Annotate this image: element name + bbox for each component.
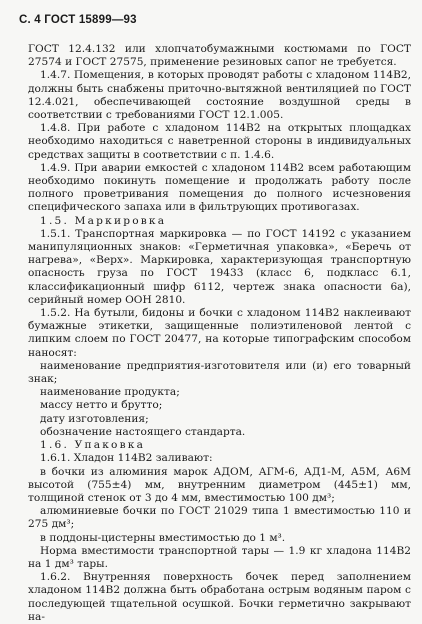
paragraph-1-5-2: 1.5.2. На бутыли, бидоны и бочки с хладоном 114В2 наклеивают бумажные этикетки, защищенные полиэтиленовой лентой с липким слоем по ГОСТ 20477, на которые типографским способом наносят: <box>28 307 411 359</box>
paragraph-capacity-norm: Норма вместимости транспортной тары — 1.9 кг хладона 114В2 на 1 дм³ тары. <box>28 544 411 570</box>
paragraph-1-4-7: 1.4.7. Помещения, в которых проводят работы с хладоном 114В2, должны быть снабжены приточно-вытяжной вентиляцией по ГОСТ 12.4.021, обеспечивающей состояние воздушной среды в соответствии с требованиями ГОСТ 12.1.005. <box>28 69 411 122</box>
list-item-date: дату изготовления; <box>40 412 149 425</box>
list-item-mass: массу нетто и брутто; <box>40 399 163 412</box>
list-item-aluminium-barrels: в бочки из алюминия марок АДОМ, АГМ-6, АД1-М, А5М, А6М высотой (755±4) мм, внутренним диаметром (445±1) мм, толщиной стенок от 3 до 4 мм, вместимостью 100 дм³; <box>28 465 411 504</box>
paragraph-1-4-9: 1.4.9. При аварии емкостей с хладоном 114В2 всем работающим необходимо покинуть помещение и продолжать работу после полного проветривания помещения до полного исчезновения специфического запаха или в фильтрующих противогазах. <box>28 161 411 214</box>
paragraph-1-5-1: 1.5.1. Транспортная маркировка — по ГОСТ 14192 с указанием манипуляционных знаков: «Герметичная упаковка», «Беречь от нагрева», «Верх». Маркировка, характеризующая транспортную опасность груза по ГОСТ 19433 (класс 6, подкласс 6.1, классификационный шифр 6112, чертеж знака опасности 6а), серийный номер ООН 2810. <box>28 227 411 306</box>
section-heading-packaging: 1.6. Упаковка <box>40 439 146 452</box>
paragraph-protective-clothing: ГОСТ 12.4.132 или хлопчатобумажными костюмами по ГОСТ 27574 и ГОСТ 27575, применение резиновых сапог не требуется. <box>28 43 411 69</box>
paragraph-1-6-2: 1.6.2. Внутренняя поверхность бочек перед заполнением хладоном 114В2 должна быть обработана острым водяным паром с последующей тщательной осушкой. Бочки герметично закрывают на- <box>28 571 411 623</box>
list-item-manufacturer: наименование предприятия-изготовителя или (и) его товарный знак; <box>28 359 411 386</box>
list-item-standard: обозначение настоящего стандарта. <box>40 425 246 438</box>
section-heading-marking: 1.5. Маркировка <box>40 214 167 227</box>
document-body <box>28 43 411 624</box>
paragraph-1-4-8: 1.4.8. При работе с хладоном 114В2 на открытых площадках необходимо находиться с наветренной стороны в индивидуальных средствах защиты в соответствии с п. 1.4.6. <box>28 122 411 161</box>
paragraph-1-6-1: 1.6.1. Хладон 114В2 заливают: <box>40 452 213 465</box>
list-item-gost-21029-barrels: алюминиевые бочки по ГОСТ 21029 типа 1 вместимостью 110 и 275 дм³; <box>28 505 411 531</box>
page-header: С. 4 ГОСТ 15899—93 <box>19 14 137 26</box>
list-item-product-name: наименование продукта; <box>40 386 180 399</box>
list-item-tank-pallets: в поддоны-цистерны вместимостью до 1 м³. <box>40 531 286 544</box>
